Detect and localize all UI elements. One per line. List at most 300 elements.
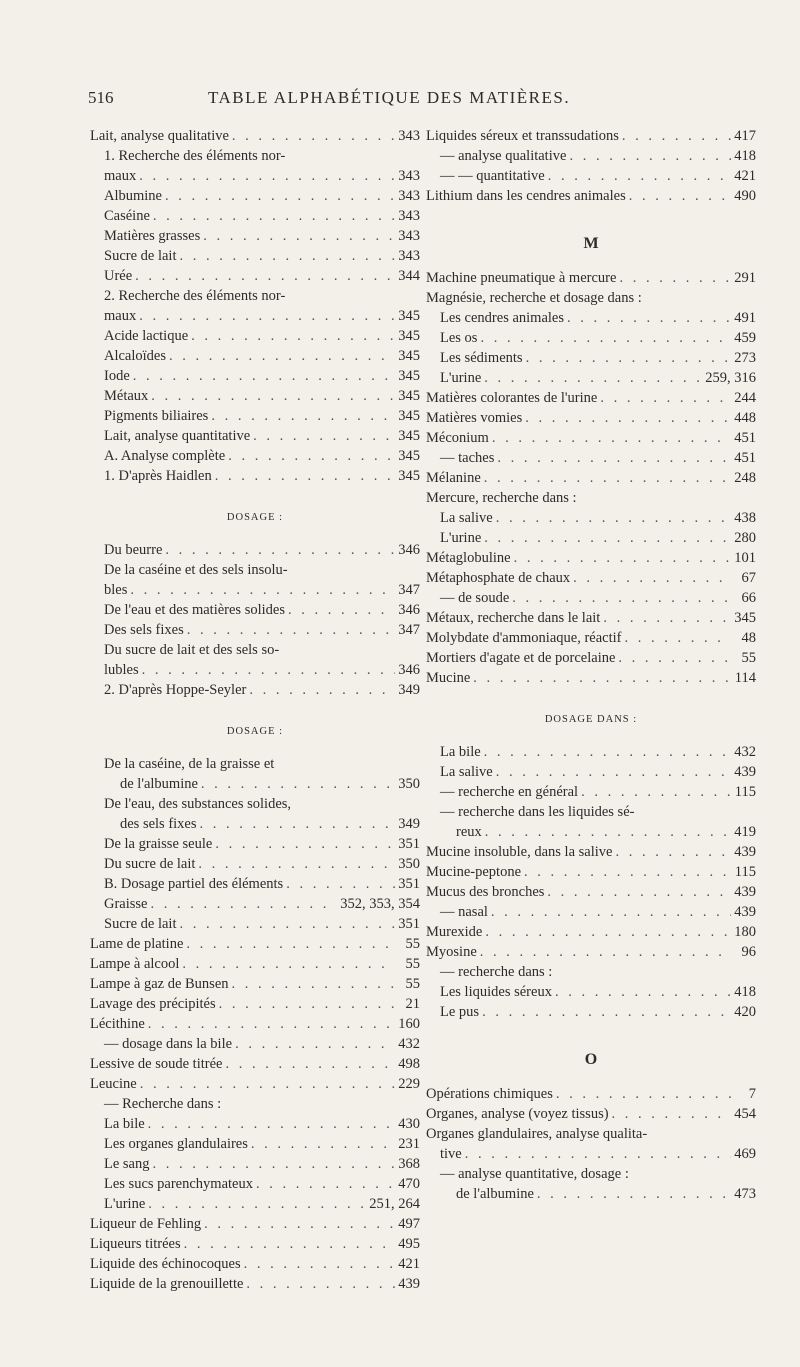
entry-page-number: 345	[398, 408, 420, 424]
index-entry	[90, 814, 420, 834]
entry-page-number: 470	[398, 1176, 420, 1192]
entry-page-number: 343	[398, 248, 420, 264]
index-entry	[426, 1104, 756, 1124]
entry-page-number: 101	[734, 550, 756, 566]
index-entry-continued: Organes glandulaires, analyse qualita-	[426, 1126, 648, 1142]
entry-term: Lame de platine	[90, 936, 184, 952]
dot-leader	[484, 368, 702, 388]
entry-page-number: 351	[398, 836, 420, 852]
entry-term: tive	[440, 1146, 462, 1162]
entry-page-number: 451	[734, 450, 756, 466]
entry-term: Lait, analyse qualitative	[90, 128, 229, 144]
dot-leader	[153, 1154, 396, 1174]
entry-term: Les liquides séreux	[440, 984, 552, 1000]
entry-page-number: 259, 316	[705, 370, 756, 386]
entry-term: — nasal	[440, 904, 488, 920]
dot-leader	[618, 648, 731, 668]
index-entry-continued: 1. Recherche des éléments nor-	[104, 148, 286, 164]
index-entry	[426, 982, 756, 1002]
entry-term: Lampe à alcool	[90, 956, 180, 972]
page-header	[88, 88, 768, 110]
index-entry	[90, 1154, 420, 1174]
entry-term: Métaux	[104, 388, 149, 404]
dot-leader	[153, 206, 395, 226]
index-entry	[90, 366, 420, 386]
entry-term: Les organes glandulaires	[104, 1136, 248, 1152]
entry-page-number: 421	[398, 1256, 420, 1272]
entry-term: Liqueur de Fehling	[90, 1216, 202, 1232]
entry-page-number: 451	[734, 430, 756, 446]
entry-page-number: 345	[398, 348, 420, 364]
dot-leader	[537, 1184, 731, 1204]
dot-leader	[526, 348, 731, 368]
entry-term: Graisse	[104, 896, 148, 912]
dot-leader	[253, 426, 395, 446]
index-entry	[90, 1114, 420, 1134]
dot-leader	[622, 126, 731, 146]
dot-leader	[492, 428, 731, 448]
entry-term: Métaphosphate de chaux	[426, 570, 571, 586]
entry-term: Métaglobuline	[426, 550, 511, 566]
dot-leader	[547, 882, 731, 902]
index-entry-continued: — analyse quantitative, dosage :	[440, 1166, 629, 1182]
dot-leader	[232, 974, 395, 994]
index-entry	[90, 386, 420, 406]
dot-leader	[484, 528, 731, 548]
index-entry	[90, 1254, 420, 1274]
entry-page-number: 273	[734, 350, 756, 366]
entry-page-number: 439	[734, 884, 756, 900]
entry-term: Opérations chimiques	[426, 1086, 553, 1102]
entry-term: Albumine	[104, 188, 162, 204]
entry-term: A. Analyse complète	[104, 448, 226, 464]
index-entry	[90, 1134, 420, 1154]
entry-term: maux	[104, 168, 137, 184]
dot-leader	[232, 126, 395, 146]
entry-term: bles	[104, 582, 128, 598]
entry-page-number: 343	[398, 168, 420, 184]
index-entry-continued: Mercure, recherche dans :	[426, 490, 577, 506]
index-entry	[90, 346, 420, 366]
entry-page-number: 495	[398, 1236, 420, 1252]
entry-term: 2. D'après Hoppe-Seyler	[104, 682, 247, 698]
entry-page-number: 345	[398, 448, 420, 464]
entry-page-number: 345	[398, 388, 420, 404]
dot-leader	[130, 580, 395, 600]
dot-leader	[567, 308, 731, 328]
dot-leader	[514, 548, 731, 568]
entry-page-number: 55	[405, 956, 420, 972]
dot-leader	[491, 902, 731, 922]
entry-page-number: 345	[398, 468, 420, 484]
dot-leader	[525, 408, 731, 428]
dot-leader	[140, 1074, 395, 1094]
dot-leader	[244, 1254, 395, 1274]
entry-term: Du beurre	[104, 542, 163, 558]
index-entry	[426, 186, 756, 206]
index-entry	[426, 822, 756, 842]
dot-leader	[482, 1002, 731, 1022]
dot-leader	[480, 328, 731, 348]
dot-leader	[497, 448, 731, 468]
dot-leader	[151, 386, 395, 406]
entry-term: Mortiers d'agate et de porcelaine	[426, 650, 616, 666]
entry-term: Lavage des précipités	[90, 996, 216, 1012]
index-entry-continued: De la caséine, de la graisse et	[104, 756, 275, 772]
index-column-right	[426, 126, 756, 1204]
entry-page-number: 347	[398, 622, 420, 638]
entry-page-number: 491	[734, 310, 756, 326]
entry-page-number: 349	[398, 816, 420, 832]
dot-leader	[184, 1234, 395, 1254]
entry-page-number: 346	[398, 602, 420, 618]
index-entry	[90, 974, 420, 994]
index-entry	[426, 942, 756, 962]
entry-page-number: 48	[741, 630, 756, 646]
entry-page-number: 432	[734, 744, 756, 760]
index-entry	[90, 580, 420, 600]
entry-term: La salive	[440, 764, 493, 780]
dot-leader	[600, 388, 731, 408]
index-entry-continued: De la caséine et des sels insolu-	[104, 562, 288, 578]
dot-leader	[485, 922, 731, 942]
dot-leader	[249, 680, 395, 700]
dot-leader	[484, 742, 731, 762]
entry-term: Des sels fixes	[104, 622, 184, 638]
index-entry	[426, 668, 756, 688]
index-entry	[90, 894, 420, 914]
entry-term: Molybdate d'ammoniaque, réactif	[426, 630, 622, 646]
entry-page-number: 417	[734, 128, 756, 144]
letter-heading: M	[583, 235, 599, 252]
entry-page-number: 180	[734, 924, 756, 940]
index-entry	[90, 1214, 420, 1234]
entry-term: Iode	[104, 368, 130, 384]
entry-page-number: 229	[398, 1076, 420, 1092]
index-entry	[90, 934, 420, 954]
entry-page-number: 343	[398, 228, 420, 244]
dot-leader	[211, 406, 395, 426]
index-entry	[426, 1084, 756, 1104]
entry-term: Les os	[440, 330, 478, 346]
entry-page-number: 490	[734, 188, 756, 204]
index-entry	[426, 348, 756, 368]
entry-page-number: 7	[748, 1086, 756, 1102]
entry-term: L'urine	[104, 1196, 146, 1212]
index-entry	[426, 628, 756, 648]
entry-term: Liquide de la grenouillette	[90, 1276, 244, 1292]
index-entry	[90, 446, 420, 466]
index-entry	[426, 328, 756, 348]
dot-leader	[581, 782, 731, 802]
entry-page-number: 351	[398, 916, 420, 932]
entry-term: Matières grasses	[104, 228, 201, 244]
index-entry	[426, 126, 756, 146]
dot-leader	[496, 508, 731, 528]
entry-term: Lécithine	[90, 1016, 145, 1032]
dot-leader	[182, 954, 395, 974]
dot-leader	[204, 1214, 395, 1234]
index-entry	[90, 1274, 420, 1294]
dot-leader	[619, 268, 731, 288]
entry-page-number: 347	[398, 582, 420, 598]
entry-term: Organes, analyse (voyez tissus)	[426, 1106, 609, 1122]
index-entry	[426, 308, 756, 328]
entry-page-number: 418	[734, 984, 756, 1000]
dot-leader	[200, 814, 395, 834]
dot-leader	[286, 874, 395, 894]
index-entry	[90, 680, 420, 700]
entry-term: maux	[104, 308, 137, 324]
entry-page-number: 55	[405, 976, 420, 992]
entry-page-number: 439	[734, 764, 756, 780]
index-entry-continued: 2. Recherche des éléments nor-	[104, 288, 286, 304]
entry-page-number: 419	[734, 824, 756, 840]
index-entry	[90, 994, 420, 1014]
entry-page-number: 291	[734, 270, 756, 286]
index-entry	[90, 186, 420, 206]
entry-page-number: 66	[741, 590, 756, 606]
dot-leader	[179, 246, 395, 266]
entry-term: Lampe à gaz de Bunsen	[90, 976, 229, 992]
index-entry	[90, 466, 420, 486]
section-heading: DOSAGE DANS :	[544, 714, 638, 725]
entry-term: Liqueurs titrées	[90, 1236, 181, 1252]
dot-leader	[573, 568, 731, 588]
entry-term: Le sang	[104, 1156, 150, 1172]
dot-leader	[142, 660, 395, 680]
dot-leader	[485, 822, 731, 842]
entry-term: Lithium dans les cendres animales	[426, 188, 626, 204]
entry-page-number: 418	[734, 148, 756, 164]
entry-term: Machine pneumatique à mercure	[426, 270, 617, 286]
section-heading: DOSAGE :	[226, 512, 284, 523]
index-entry	[90, 834, 420, 854]
entry-term: Mucine insoluble, dans la salive	[426, 844, 613, 860]
entry-term: Matières colorantes de l'urine	[426, 390, 598, 406]
dot-leader	[228, 446, 395, 466]
index-entry	[90, 326, 420, 346]
dot-leader	[139, 306, 395, 326]
entry-term: Caséine	[104, 208, 150, 224]
entry-term: Mélanine	[426, 470, 481, 486]
index-entry	[426, 368, 756, 388]
entry-term: — taches	[440, 450, 495, 466]
dot-leader	[139, 166, 395, 186]
index-entry	[90, 954, 420, 974]
entry-term: Liquide des échinocoques	[90, 1256, 241, 1272]
entry-term: L'urine	[440, 370, 482, 386]
entry-page-number: 497	[398, 1216, 420, 1232]
index-entry	[426, 408, 756, 428]
entry-term: De l'eau et des matières solides	[104, 602, 285, 618]
entry-page-number: 421	[734, 168, 756, 184]
entry-term: — analyse qualitative	[440, 148, 567, 164]
entry-term: des sels fixes	[120, 816, 197, 832]
index-entry	[426, 146, 756, 166]
section-heading: DOSAGE :	[226, 726, 284, 737]
entry-term: De la graisse seule	[104, 836, 213, 852]
dot-leader	[569, 146, 731, 166]
index-entry	[426, 782, 756, 802]
entry-term: — recherche en général	[440, 784, 579, 800]
dot-leader	[496, 762, 731, 782]
dot-leader	[215, 834, 395, 854]
dot-leader	[629, 186, 731, 206]
dot-leader	[151, 894, 338, 914]
dot-leader	[555, 982, 731, 1002]
dot-leader	[148, 1114, 395, 1134]
entry-page-number: 498	[398, 1056, 420, 1072]
dot-leader	[612, 1104, 731, 1124]
entry-term: Sucre de lait	[104, 248, 177, 264]
index-entry	[90, 306, 420, 326]
entry-page-number: 343	[398, 208, 420, 224]
dot-leader	[235, 1034, 395, 1054]
entry-term: Mucine-peptone	[426, 864, 522, 880]
entry-term: — de soude	[440, 590, 510, 606]
index-entry-continued: — Recherche dans :	[104, 1096, 222, 1112]
entry-page-number: 248	[734, 470, 756, 486]
entry-term: Métaux, recherche dans le lait	[426, 610, 601, 626]
entry-term: Acide lactique	[104, 328, 189, 344]
entry-term: B. Dosage partiel des éléments	[104, 876, 284, 892]
dot-leader	[624, 628, 731, 648]
dot-leader	[556, 1084, 731, 1104]
entry-term: Urée	[104, 268, 133, 284]
index-entry	[90, 854, 420, 874]
index-entry	[90, 600, 420, 620]
entry-page-number: 438	[734, 510, 756, 526]
entry-page-number: 160	[398, 1016, 420, 1032]
entry-page-number: 55	[405, 936, 420, 952]
index-entry	[90, 206, 420, 226]
index-entry	[426, 166, 756, 186]
entry-term: Pigments biliaires	[104, 408, 209, 424]
entry-term: — — quantitative	[440, 168, 545, 184]
index-entry	[426, 388, 756, 408]
index-column-left	[90, 126, 420, 1294]
entry-page-number: 345	[398, 308, 420, 324]
index-entry	[426, 568, 756, 588]
index-entry-continued: Du sucre de lait et des sels so-	[104, 642, 280, 658]
entry-term: L'urine	[440, 530, 482, 546]
entry-term: Du sucre de lait	[104, 856, 196, 872]
entry-page-number: 430	[398, 1116, 420, 1132]
entry-term: Sucre de lait	[104, 916, 177, 932]
entry-term: Mucine	[426, 670, 471, 686]
entry-term: Méconium	[426, 430, 489, 446]
index-entry	[426, 528, 756, 548]
entry-page-number: 345	[398, 368, 420, 384]
entry-term: de l'albumine	[120, 776, 198, 792]
entry-page-number: 343	[398, 188, 420, 204]
dot-leader	[512, 588, 731, 608]
dot-leader	[615, 842, 731, 862]
index-entry	[426, 762, 756, 782]
dot-leader	[219, 994, 395, 1014]
index-entry	[90, 246, 420, 266]
entry-page-number: 439	[734, 844, 756, 860]
dot-leader	[251, 1134, 395, 1154]
entry-page-number: 454	[734, 1106, 756, 1122]
dot-leader	[133, 366, 395, 386]
entry-page-number: 448	[734, 410, 756, 426]
dot-leader	[473, 668, 731, 688]
index-entry	[426, 548, 756, 568]
entry-page-number: 115	[734, 784, 756, 800]
entry-page-number: 345	[398, 428, 420, 444]
index-entry	[426, 648, 756, 668]
dot-leader	[165, 186, 395, 206]
entry-page-number: 280	[734, 530, 756, 546]
entry-term: Myosine	[426, 944, 477, 960]
index-entry	[426, 1002, 756, 1022]
entry-term: Mucus des bronches	[426, 884, 545, 900]
dot-leader	[524, 862, 731, 882]
entry-page-number: 420	[734, 1004, 756, 1020]
index-entry	[426, 742, 756, 762]
dot-leader	[148, 1194, 366, 1214]
dot-leader	[186, 934, 395, 954]
page-number: 516	[88, 88, 114, 107]
entry-term: reux	[456, 824, 482, 840]
dot-leader	[288, 600, 395, 620]
entry-term: 1. D'après Haidlen	[104, 468, 212, 484]
entry-term: — dosage dans la bile	[104, 1036, 233, 1052]
entry-page-number: 368	[398, 1156, 420, 1172]
index-entry	[426, 922, 756, 942]
index-entry	[426, 608, 756, 628]
dot-leader	[191, 326, 395, 346]
index-entry	[90, 540, 420, 560]
entry-term: Liquides séreux et transsudations	[426, 128, 619, 144]
entry-term: Alcaloïdes	[104, 348, 167, 364]
index-entry	[426, 508, 756, 528]
entry-page-number: 67	[741, 570, 756, 586]
dot-leader	[603, 608, 731, 628]
dot-leader	[165, 540, 395, 560]
index-entry	[426, 842, 756, 862]
entry-term: Les cendres animales	[440, 310, 565, 326]
dot-leader	[135, 266, 395, 286]
entry-term: Lessive de soude titrée	[90, 1056, 223, 1072]
index-entry	[426, 862, 756, 882]
entry-page-number: 349	[398, 682, 420, 698]
index-entry	[90, 1174, 420, 1194]
entry-page-number: 346	[398, 662, 420, 678]
index-entry	[426, 448, 756, 468]
entry-page-number: 439	[398, 1276, 420, 1292]
index-entry-continued: — recherche dans les liquides sé-	[440, 804, 635, 820]
entry-page-number: 343	[398, 128, 420, 144]
entry-page-number: 350	[398, 856, 420, 872]
index-entry	[426, 428, 756, 448]
index-entry	[90, 266, 420, 286]
entry-page-number: 345	[398, 328, 420, 344]
index-entry	[426, 268, 756, 288]
index-entry	[90, 406, 420, 426]
entry-page-number: 115	[734, 864, 756, 880]
dot-leader	[215, 466, 395, 486]
index-entry	[426, 1184, 756, 1204]
entry-term: Matières vomies	[426, 410, 523, 426]
index-entry	[90, 1074, 420, 1094]
entry-page-number: 344	[398, 268, 420, 284]
entry-page-number: 439	[734, 904, 756, 920]
entry-term: La bile	[440, 744, 481, 760]
entry-page-number: 459	[734, 330, 756, 346]
